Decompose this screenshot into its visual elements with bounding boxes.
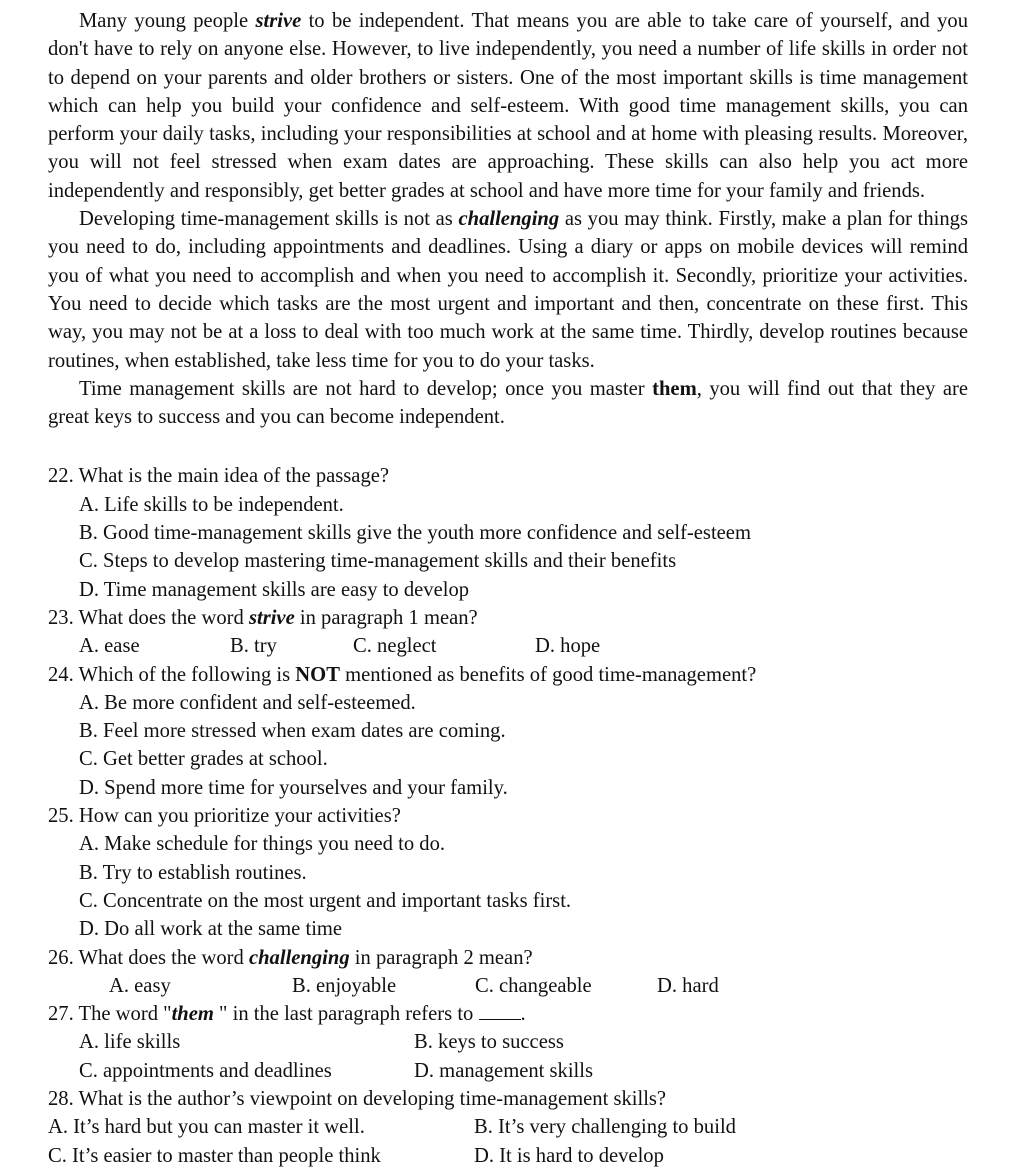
- option-b[interactable]: B. It’s very challenging to build: [474, 1116, 736, 1139]
- option-c[interactable]: C. Get better grades at school.: [79, 748, 328, 771]
- options-row: [48, 632, 968, 660]
- option-a[interactable]: A. Life skills to be independent.: [79, 493, 344, 516]
- option-a[interactable]: A. It’s hard but you can master it well.: [48, 1116, 365, 1139]
- option-b[interactable]: B. enjoyable: [292, 974, 397, 997]
- keyword-strive: strive: [255, 10, 302, 32]
- option-c[interactable]: C. It’s easier to master than people think: [48, 1144, 381, 1167]
- option-b[interactable]: B. keys to success: [414, 1031, 564, 1054]
- question-stem: 22. What is the main idea of the passage?: [48, 465, 390, 488]
- reading-passage: [48, 7, 968, 431]
- question-stem: 25. How can you prioritize your activities?: [48, 805, 401, 828]
- passage-paragraph-1: Many young people strive to be independent. That means you are able to take care of yourself, and you don't have to rely on anyone else. However, to live independently, you need a number of life skills in order not to depend on your parents and older brothers or sisters. One of the most important skills is time management which can help you build your confidence and self-esteem. With good time management skills, you can perform your daily tasks, including your responsibilities at school and at home with pleasing results. Moreover, you will not feel stressed when exam dates are approaching. These skills can also help you act more independently and responsibly, get better grades at school and have more time for your family and friends.: [48, 10, 968, 202]
- option-d[interactable]: D. Time management skills are easy to develop: [79, 578, 470, 601]
- keyword-challenging: challenging: [458, 208, 560, 231]
- option-d[interactable]: D. hard: [657, 974, 719, 997]
- option-b[interactable]: B. Good time-management skills give the youth more confidence and self-esteem: [79, 522, 751, 545]
- question-23: [48, 604, 968, 661]
- option-a[interactable]: A. easy: [109, 974, 171, 997]
- options-row: [48, 1057, 968, 1085]
- keyword-strive: strive: [248, 606, 295, 629]
- options-row: [48, 972, 968, 1000]
- option-d[interactable]: D. management skills: [414, 1059, 594, 1082]
- option-b[interactable]: B. Feel more stressed when exam dates are coming.: [79, 720, 506, 743]
- keyword-challenging: challenging: [248, 946, 350, 969]
- question-stem: 26. What does the word challenging in paragraph 2 mean?: [48, 946, 533, 969]
- keyword-not: NOT: [295, 663, 340, 686]
- option-a[interactable]: A. ease: [79, 635, 140, 658]
- option-d[interactable]: D. hope: [535, 635, 601, 658]
- answer-blank: [479, 1003, 521, 1020]
- keyword-them: them: [652, 377, 697, 400]
- options-row: [48, 1028, 968, 1056]
- question-stem: 27. The word "them " in the last paragraph refers to .: [48, 1003, 526, 1026]
- option-c[interactable]: C. Steps to develop mastering time-management skills and their benefits: [79, 550, 677, 573]
- option-a[interactable]: A. life skills: [79, 1031, 181, 1054]
- question-stem: 28. What is the author’s viewpoint on developing time-management skills?: [48, 1087, 667, 1110]
- option-b[interactable]: B. try: [230, 635, 277, 658]
- question-24: [48, 661, 968, 802]
- question-27: [48, 1000, 968, 1085]
- passage-paragraph-2: Developing time-management skills is not as challenging as you may think. Firstly, make a plan for things you need to do, including appointments and deadlines. Using a diary or apps on mobile devices will remind you of what you need to accomplish and when you need to accomplish it. Secondly, prioritize your activities. You need to decide which tasks are the most urgent and important and then, concentrate on these first. This way, you may not be at a loss to deal with too much work at the same time. Thirdly, develop routines because routines, when established, take less time for you to do your tasks.: [48, 208, 968, 372]
- keyword-them: them: [171, 1003, 214, 1026]
- option-b[interactable]: B. Try to establish routines.: [79, 861, 307, 884]
- option-c[interactable]: C. appointments and deadlines: [79, 1059, 332, 1082]
- passage-paragraph-3: Time management skills are not hard to develop; once you master them, you will find out that they are great keys to success and you can become independent.: [48, 377, 968, 429]
- option-c[interactable]: C. Concentrate on the most urgent and important tasks first.: [79, 889, 572, 912]
- options-row: [48, 1142, 968, 1170]
- question-26: [48, 944, 968, 1001]
- question-25: [48, 802, 968, 943]
- option-d[interactable]: D. Do all work at the same time: [79, 918, 343, 941]
- option-a[interactable]: A. Be more confident and self-esteemed.: [79, 691, 416, 714]
- worksheet-page: [48, 7, 968, 1170]
- option-c[interactable]: C. neglect: [353, 635, 437, 658]
- question-stem: 24. Which of the following is NOT mentioned as benefits of good time-management?: [48, 663, 757, 686]
- option-c[interactable]: C. changeable: [475, 974, 592, 997]
- options-row: [48, 1113, 968, 1141]
- option-d[interactable]: D. It is hard to develop: [474, 1144, 664, 1167]
- question-list: [48, 462, 968, 1169]
- question-22: [48, 462, 968, 603]
- option-d[interactable]: D. Spend more time for yourselves and your family.: [79, 776, 508, 799]
- option-a[interactable]: A. Make schedule for things you need to do.: [79, 833, 446, 856]
- question-stem: 23. What does the word strive in paragraph 1 mean?: [48, 606, 478, 629]
- question-28: [48, 1085, 968, 1170]
